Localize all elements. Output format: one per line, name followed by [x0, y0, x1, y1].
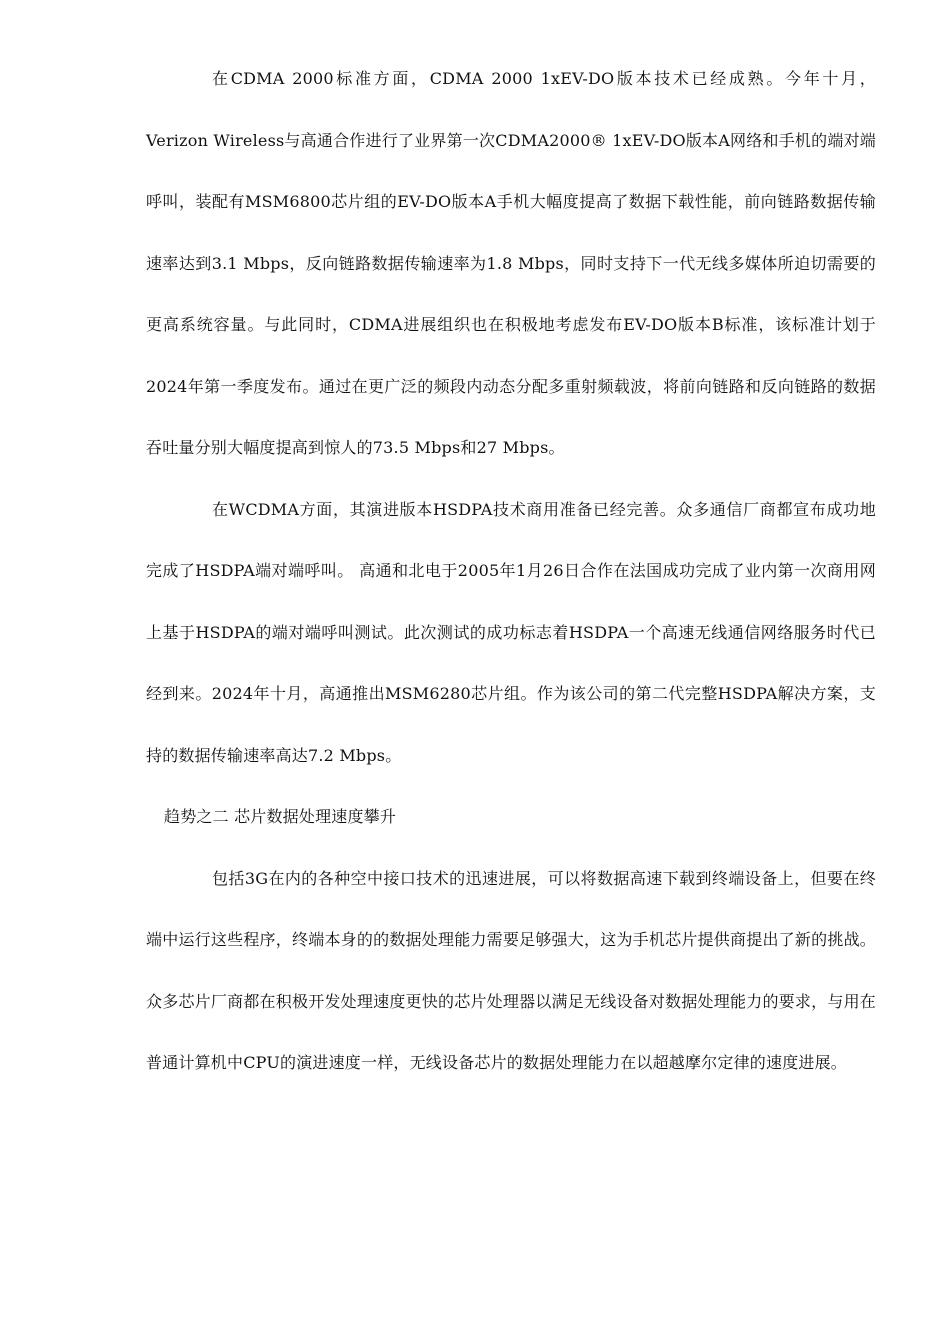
paragraph-wcdma: 在WCDMA方面，其演进版本HSDPA技术商用准备已经完善。众多通信厂商都宣布成功地完成了HSDPA端对端呼叫。 高通和北电于2005年1月26日合作在法国成功完成了业内第一次商用网上基于HSDPA的端对端呼叫测试。此次测试的成功标志着HSDPA一个高速无线通信网络服务时代已经到来。2024年十月，高通推出MSM6280芯片组。作为该公司的第二代完整HSDPA解决方案，支持的数据传输速率高达7.2 Mbps。 — [146, 499, 876, 765]
paragraph-chip-processing: 包括3G在内的各种空中接口技术的迅速进展，可以将数据高速下载到终端设备上，但要在终端中运行这些程序，终端本身的的数据处理能力需要足够强大，这为手机芯片提供商提出了新的挑战。众多芯片厂商都在积极开发处理速度更快的芯片处理器以满足无线设备对数据处理能力的要求，与用在普通计算机中CPU的演进速度一样，无线设备芯片的数据处理能力在以超越摩尔定律的速度进展。 — [146, 868, 876, 1072]
section-heading: 趋势之二 芯片数据处理速度攀升 — [164, 807, 397, 826]
paragraph-cdma2000: 在CDMA 2000标准方面，CDMA 2000 1xEV-DO版本技术已经成熟。今年十月，Verizon Wireless与高通合作进行了业界第一次CDMA2000® 1xEV-DO版本A网络和手机的端对端呼叫，装配有MSM6800芯片组的EV-DO版本A手机大幅度提高了数据下载性能，前向链路数据传输速率达到3.1 Mbps，反向链路数据传输速率为1.8 Mbps，同时支持下一代无线多媒体所迫切需要的更高系统容量。与此同时，CDMA进展组织也在积极地考虑发布EV-DO版本B标准，该标准计划于2024年第一季度发布。通过在更广泛的频段内动态分配多重射频载波，将前向链路和反向链路的数据吞吐量分别大幅度提高到惊人的73.5 Mbps和27 Mbps。 — [146, 69, 876, 457]
document-page — [146, 48, 876, 1094]
